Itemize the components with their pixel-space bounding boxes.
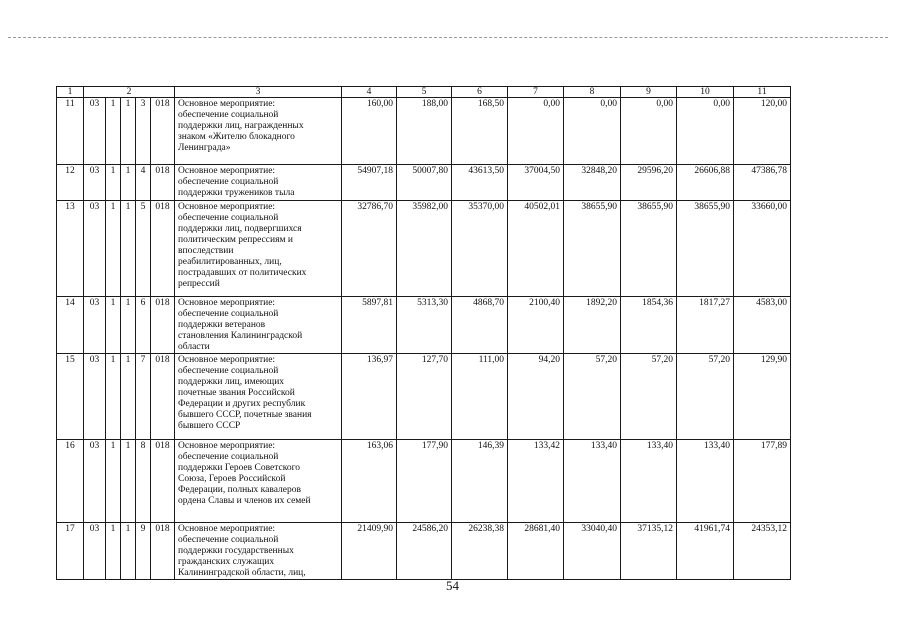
description-line: поддержки лиц, подвергшихся	[178, 224, 302, 234]
code-cell: 018	[151, 165, 175, 201]
value-cell: 160,00	[342, 98, 397, 165]
code-cell: 03	[84, 297, 106, 354]
header-cell: 4	[342, 87, 397, 98]
code-cell: 5	[136, 201, 151, 297]
value-cell: 47386,78	[734, 165, 791, 201]
value-cell: 133,40	[677, 440, 734, 523]
value-cell: 28681,40	[508, 523, 564, 580]
header-cell: 7	[508, 87, 564, 98]
value-cell: 37135,12	[621, 523, 677, 580]
description-line: обеспечение социальной	[178, 177, 279, 187]
value-cell: 168,50	[452, 98, 508, 165]
description-line: Ленинграда»	[178, 143, 231, 153]
value-cell: 133,42	[508, 440, 564, 523]
header-cell: 6	[452, 87, 508, 98]
description-line: Союза, Героев Российской	[178, 474, 286, 484]
code-cell: 1	[106, 98, 121, 165]
value-cell: 1892,20	[564, 297, 621, 354]
row-number: 12	[57, 165, 84, 201]
value-cell: 129,90	[734, 354, 791, 440]
code-cell: 018	[151, 523, 175, 580]
description-line: гражданских служащих	[178, 557, 275, 567]
description-line: обеспечение социальной	[178, 366, 279, 376]
code-cell: 018	[151, 201, 175, 297]
value-cell: 43613,50	[452, 165, 508, 201]
description-line: области	[178, 342, 210, 352]
table-row	[57, 98, 791, 165]
header-row	[57, 87, 791, 98]
description-line: Федерации, полных кавалеров	[178, 485, 301, 495]
row-number: 14	[57, 297, 84, 354]
code-cell: 1	[106, 523, 121, 580]
code-cell: 1	[121, 440, 136, 523]
row-number: 11	[57, 98, 84, 165]
code-cell: 1	[121, 354, 136, 440]
code-cell: 1	[106, 354, 121, 440]
description-line: обеспечение социальной	[178, 213, 279, 223]
value-cell: 35370,00	[452, 201, 508, 297]
code-cell: 1	[106, 297, 121, 354]
value-cell: 146,39	[452, 440, 508, 523]
row-number: 15	[57, 354, 84, 440]
table-row	[57, 440, 791, 523]
code-cell: 018	[151, 297, 175, 354]
header-cell: 2	[84, 87, 175, 98]
code-cell: 1	[106, 201, 121, 297]
description-cell	[175, 165, 342, 201]
value-cell: 38655,90	[621, 201, 677, 297]
value-cell: 57,20	[564, 354, 621, 440]
row-number: 13	[57, 201, 84, 297]
code-cell: 1	[121, 297, 136, 354]
value-cell: 94,20	[508, 354, 564, 440]
code-cell: 9	[136, 523, 151, 580]
value-cell: 32848,20	[564, 165, 621, 201]
code-cell: 6	[136, 297, 151, 354]
value-cell: 50007,80	[397, 165, 452, 201]
code-cell: 1	[106, 165, 121, 201]
description-line: поддержки тружеников тыла	[178, 188, 295, 198]
value-cell: 177,89	[734, 440, 791, 523]
value-cell: 37004,50	[508, 165, 564, 201]
value-cell: 38655,90	[677, 201, 734, 297]
description-line: пострадавших от политических	[178, 268, 307, 278]
code-cell: 1	[121, 98, 136, 165]
value-cell: 35982,00	[397, 201, 452, 297]
description-line: поддержки лиц, награжденных	[178, 121, 304, 131]
description-line: Федерации и других республик	[178, 399, 306, 409]
table-row	[57, 201, 791, 297]
header-cell: 10	[677, 87, 734, 98]
description-line: поддержки государственных	[178, 546, 294, 556]
description-line: реабилитированных, лиц,	[178, 257, 282, 267]
value-cell: 4868,70	[452, 297, 508, 354]
description-line: бывшего СССР	[178, 421, 241, 431]
description-line: впоследствии	[178, 246, 234, 256]
description-line: обеспечение социальной	[178, 452, 279, 462]
row-number: 16	[57, 440, 84, 523]
value-cell: 38655,90	[564, 201, 621, 297]
code-cell: 03	[84, 98, 106, 165]
description-line: обеспечение социальной	[178, 535, 279, 545]
value-cell: 1854,36	[621, 297, 677, 354]
description-line: политическим репрессиям и	[178, 235, 293, 245]
code-cell: 03	[84, 440, 106, 523]
description-line: ордена Славы и членов их семей	[178, 496, 311, 506]
value-cell: 127,70	[397, 354, 452, 440]
description-line: знаком «Жителю блокадного	[178, 132, 295, 142]
value-cell: 0,00	[677, 98, 734, 165]
code-cell: 8	[136, 440, 151, 523]
description-cell	[175, 297, 342, 354]
code-cell: 03	[84, 523, 106, 580]
program-table	[56, 86, 791, 580]
description-line: бывшего СССР, почетные звания	[178, 410, 312, 420]
description-line: Основное мероприятие:	[178, 166, 276, 176]
value-cell: 120,00	[734, 98, 791, 165]
code-cell: 03	[84, 354, 106, 440]
value-cell: 5897,81	[342, 297, 397, 354]
value-cell: 26238,38	[452, 523, 508, 580]
header-cell: 3	[175, 87, 342, 98]
value-cell: 21409,90	[342, 523, 397, 580]
table-row	[57, 297, 791, 354]
value-cell: 24586,20	[397, 523, 452, 580]
description-cell	[175, 523, 342, 580]
description-line: Основное мероприятие:	[178, 524, 276, 534]
description-line: Основное мероприятие:	[178, 355, 276, 365]
code-cell: 018	[151, 354, 175, 440]
header-cell: 1	[57, 87, 84, 98]
description-line: Основное мероприятие:	[178, 99, 276, 109]
value-cell: 29596,20	[621, 165, 677, 201]
table-row	[57, 354, 791, 440]
value-cell: 2100,40	[508, 297, 564, 354]
header-cell: 11	[734, 87, 791, 98]
description-line: почетные звания Российской	[178, 388, 295, 398]
value-cell: 0,00	[564, 98, 621, 165]
description-line: Основное мероприятие:	[178, 298, 276, 308]
code-cell: 1	[106, 440, 121, 523]
description-cell	[175, 98, 342, 165]
value-cell: 33660,00	[734, 201, 791, 297]
code-cell: 1	[121, 523, 136, 580]
header-cell: 5	[397, 87, 452, 98]
description-line: Основное мероприятие:	[178, 441, 276, 451]
header-cell: 9	[621, 87, 677, 98]
value-cell: 26606,88	[677, 165, 734, 201]
description-cell	[175, 354, 342, 440]
value-cell: 5313,30	[397, 297, 452, 354]
value-cell: 133,40	[621, 440, 677, 523]
description-line: обеспечение социальной	[178, 309, 279, 319]
description-line: репрессий	[178, 279, 220, 289]
page-number: 54	[446, 578, 459, 593]
value-cell: 41961,74	[677, 523, 734, 580]
code-cell: 03	[84, 201, 106, 297]
value-cell: 32786,70	[342, 201, 397, 297]
code-cell: 3	[136, 98, 151, 165]
code-cell: 4	[136, 165, 151, 201]
value-cell: 163,06	[342, 440, 397, 523]
description-line: поддержки ветеранов	[178, 320, 266, 330]
description-line: Основное мероприятие:	[178, 202, 276, 212]
code-cell: 018	[151, 98, 175, 165]
code-cell: 7	[136, 354, 151, 440]
description-line: обеспечение социальной	[178, 110, 279, 120]
description-line: поддержки лиц, имеющих	[178, 377, 285, 387]
value-cell: 177,90	[397, 440, 452, 523]
value-cell: 57,20	[677, 354, 734, 440]
row-number: 17	[57, 523, 84, 580]
top-rule	[8, 37, 888, 38]
description-cell	[175, 440, 342, 523]
value-cell: 1817,27	[677, 297, 734, 354]
code-cell: 018	[151, 440, 175, 523]
description-line: Калининградской области, лиц,	[178, 568, 306, 578]
description-line: поддержки Героев Советского	[178, 463, 301, 473]
description-line: становления Калининградской	[178, 331, 303, 341]
value-cell: 4583,00	[734, 297, 791, 354]
value-cell: 133,40	[564, 440, 621, 523]
value-cell: 0,00	[508, 98, 564, 165]
value-cell: 188,00	[397, 98, 452, 165]
value-cell: 0,00	[621, 98, 677, 165]
code-cell: 1	[121, 201, 136, 297]
code-cell: 1	[121, 165, 136, 201]
header-cell: 8	[564, 87, 621, 98]
value-cell: 33040,40	[564, 523, 621, 580]
value-cell: 57,20	[621, 354, 677, 440]
value-cell: 136,97	[342, 354, 397, 440]
table-row	[57, 523, 791, 580]
value-cell: 24353,12	[734, 523, 791, 580]
table-row	[57, 165, 791, 201]
code-cell: 03	[84, 165, 106, 201]
description-cell	[175, 201, 342, 297]
value-cell: 54907,18	[342, 165, 397, 201]
value-cell: 111,00	[452, 354, 508, 440]
value-cell: 40502,01	[508, 201, 564, 297]
